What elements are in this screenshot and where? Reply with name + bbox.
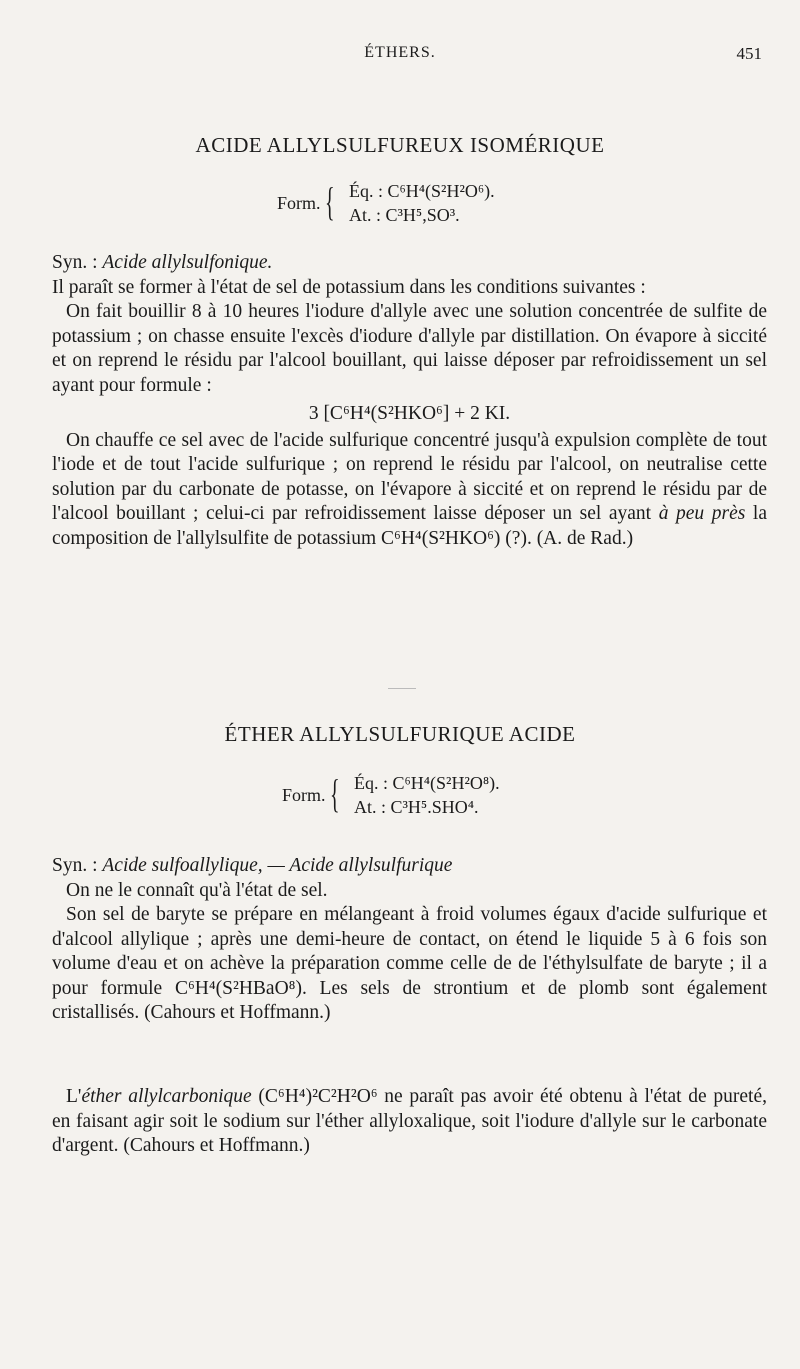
syn-text: Acide sulfoallylique, — Acide allylsulfurique — [102, 855, 453, 876]
syn-label: Syn. : — [52, 252, 98, 273]
at-line — [349, 204, 460, 226]
synonym-line — [52, 854, 767, 879]
section-title-allylsulfurique: ÉTHER ALLYLSULFURIQUE ACIDE — [224, 722, 576, 746]
formula-block-2 — [282, 772, 542, 822]
at-label: At. : — [349, 205, 382, 225]
brace-icon: { — [330, 771, 340, 816]
running-title: ÉTHERS. — [364, 44, 436, 61]
paragraph: Il paraît se former à l'état de sel de potassium dans les conditions suivantes : — [52, 276, 646, 298]
section1-body — [52, 251, 767, 551]
text: ne paraît pas avoir été obtenu à l'état de pureté, en faisant agir soit le sodium sur l'éther allyloxalique, soit l'iodure d'allyle sur le carbonate d'argent. (Cahours et Hoffmann.) — [52, 1086, 767, 1156]
eq-formula: C⁶H⁴(S²H²O⁸). — [392, 773, 500, 793]
eq-label: Éq. : — [354, 773, 388, 793]
page-number: 451 — [736, 44, 762, 63]
syn-text: Acide allylsulfonique. — [102, 252, 273, 273]
para3-start: On chauffe ce sel avec de l'acide sulfurique concentré jusqu'à expulsion complète de tout l'iode et de tout l'acide sulfurique ; on reprend le résidu par l'alcool, on neutralise cette solution par du carbonate de potasse, on l'évapore à siccité et on reprend le résidu par de l'alcool bouillant ; celui-ci par refroidissement laisse déposer un sel ayant — [52, 429, 767, 524]
at-line — [354, 796, 478, 818]
paragraph — [52, 1085, 767, 1159]
formula-block-1 — [277, 180, 537, 230]
brace-icon: { — [325, 179, 335, 224]
eq-line — [354, 772, 500, 794]
italic-term: éther allylcarbonique — [81, 1086, 252, 1107]
at-formula: C³H⁵.SHO⁴. — [390, 797, 479, 817]
paragraph: Son sel de baryte se prépare en mélangeant à froid volumes égaux d'acide sulfurique et d'alcool allylique ; après une demi-heure de contact, on étend le liquide 5 à 6 fois son volume d'eau et on achève la préparation comme celle de de l'éthylsulfate de baryte ; il a pour formule C⁶H⁴(S²HBaO⁸). Les sels de strontium et de plomb sont également cristallisés. (Cahours et Hoffmann.) — [52, 904, 767, 1023]
paragraph: On ne le connaît qu'à l'état de sel. — [66, 879, 328, 901]
at-label: At. : — [354, 797, 387, 817]
formula-line: 3 [C⁶H⁴(S²HKO⁶] + 2 KI. — [308, 403, 511, 424]
lead: L' — [66, 1086, 82, 1107]
at-formula: C³H⁵,SO³. — [385, 205, 460, 225]
running-head — [0, 44, 800, 68]
eq-label: Éq. : — [349, 181, 383, 201]
section3-body — [52, 1085, 767, 1159]
section2-body — [52, 854, 767, 1026]
formula-inline: (C⁶H⁴)²C²H²O⁶ — [258, 1086, 378, 1107]
paragraph: On fait bouillir 8 à 10 heures l'iodure d'allyle avec une solution concentrée de sulfite de potassium ; on chasse ensuite l'excès d'iodure d'allyle par distillation. On évapore à siccité et on reprend le résidu par l'alcool bouillant, qui laisse déposer par refroidissement un sel ayant pour formule : — [52, 301, 767, 396]
form-label: Form. — [282, 785, 326, 805]
eq-formula: C⁶H⁴(S²H²O⁶). — [387, 181, 495, 201]
form-label: Form. — [277, 193, 321, 213]
syn-label: Syn. : — [52, 855, 98, 876]
para3-italic: à peu près — [658, 503, 746, 524]
section-title-allylsulfureux: ACIDE ALLYLSULFUREUX ISOMÉRIQUE — [195, 133, 605, 157]
paragraph — [52, 429, 767, 552]
eq-line — [349, 180, 495, 202]
para3-end: la composition de l'allylsulfite de potassium C⁶H⁴(S²HKO⁶) (?). (A. de Rad.) — [52, 503, 767, 549]
separator-rule — [388, 688, 416, 689]
synonym-line — [52, 251, 767, 276]
